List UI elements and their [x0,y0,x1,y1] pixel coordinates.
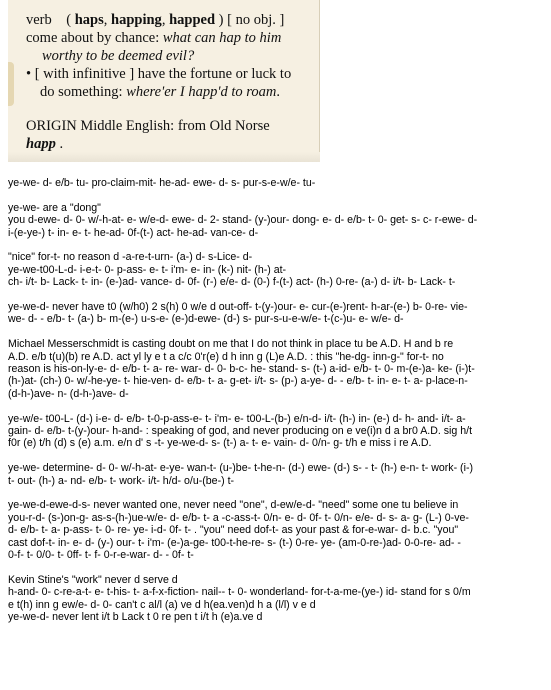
dictionary-entry [26,11,313,153]
text-line: you-r-d- (s-)on-g- as-s-(h-)ue-w/e- d- e/b- t- a -c-ass-t- 0/n- e- d- 0f- t- 0/n- e/e- d- s- a- g- (L-) 0-ve- [8,511,469,524]
paragraph [8,462,548,487]
paragraph [8,574,548,624]
text-line: Michael Messerschmidt is casting doubt on me that I do not think in place tu be A.D. H and b re [8,338,454,351]
text-line: A.D. e/b t(u)(b) re A.D. act yl ly e t a c/c 0'r(e) d h inn g (L)e A.D. : this "he-dg- inn-g-" for-t- no [8,350,444,363]
text-line: (d-h-)ave- n- (d-h-)ave- d- [8,387,129,400]
text-line: you d-ewe- d- 0- w/-h-at- e- w/e-d- ewe- d- 2- stand- (y-)our- dong- e- d- e/b- t- 0- get- s- c- r-ewe- d- [8,214,478,227]
body-text [8,177,548,636]
text-line: reason is his-on-ly-e- d- e/b- t- a- re- war- d- 0- b-c- he- stand- s- (t-) a-id- e/b- t- 0- m-(e-)a- ke- (i-)t- [8,363,475,376]
dictionary-panel [8,0,320,162]
text-line: ye-we- are a "dong" [8,201,101,214]
dict-line-1: verb ( haps, happing, happed ) [ no obj. ] [26,12,285,28]
paragraph [8,499,548,561]
text-line: we- d- - e/b- t- (a-) b- m-(e-) u-s-e- (e-)d-ewe- (d-) s- pur-s-u-e-w/e- t-(c-)u- e- w/e- d- [8,313,404,326]
text-line: i-(e-ye-) t- in- e- t- he-ad- 0f-(t-) act- he-ad- van-ce- d- [8,226,259,239]
text-line: Kevin Stine's "work" never d serve d [8,573,178,586]
text-line: ye-w/e- t00-L- (d-) i-e- d- e/b- t-0-p-ass-e- t- i'm- e- t00-L-(b-) e/n-d- i/t- (h-) in- (e-) d- h- and- i/t- a- [8,412,466,425]
text-line: ye-we- d- e/b- tu- pro-claim-mit- he-ad- ewe- d- s- pur-s-e-w/e- tu- [8,177,316,189]
definition-text-2: do something: [40,84,123,100]
text-line: f0r (e) t/h (d) s (e) a.m. e/n d' s -t- ye-we-d- s- (t-) a- t- e- vain- d- 0/n- g- t/h e miss i re A.D. [8,437,432,450]
dict-line-3 [26,47,313,65]
text-line: d- e/b- t- a- p-ass- t- 0- re- ye- i-d- 0f- t- . "you" need dof-t- as your past & for-e-war- d- b.c. "you" [8,524,459,537]
origin-line: ORIGIN Middle English: from Old Norse [26,118,270,134]
paragraph [8,413,548,450]
grammar-tag: [ no obj. ] [227,12,285,28]
panel-bottom-shade [8,152,320,162]
panel-edge-tab [8,62,14,106]
text-line: ch- i/t- b- Lack- t- in- (e-)ad- vance- d- 0f- (r-) e/e- d- (0-) f-(t-) act- (h-) 0-re- (a-) d- i/t- b- Lack- t- [8,276,456,289]
text-line: ye-we-d-ewe-d-s- never wanted one, never need "one", d-ew/e-d- "need" some one tu believe in [8,499,459,512]
text-line: (h-)at- (ch-) 0- w/-he-ye- t- hie-ven- d- e/b- t- a- g-et- i/t- s- (p-) a-ye- d- - e/b- t- in- e- t- a- p-lace-n- [8,375,468,388]
text-line: ye-we-d- never lent i/t b Lack t 0 re pen t i/t h (e)a.ve d [8,611,263,624]
text-line: h-and- 0- c-re-a-t- e- t-his- t- a-f-x-fiction- nail-- t- 0- wonderland- for-t-a-me-(ye-) id- stand for s 0/m [8,586,471,599]
verb-form-1: haps [74,12,104,28]
paragraph [8,202,548,239]
dict-line-2 [26,29,313,47]
text-line: gain- d- e/b- t-(y-)our- h-and- : speaking of god, and never producing on e ve(i)n d a br0 A.D. sig h/t [8,425,473,438]
verb-form-2: happing [111,12,162,28]
dict-line-4: • [ with infinitive ] have the fortune or luck to [26,66,292,82]
text-line: ye-we-d- never have t0 (w/h0) 2 s(h) 0 w/e d out-off- t-(y-)our- e- cur-(e-)rent- h-ar-(e-) b- 0-re- vie- [8,301,468,314]
text-line: "nice" for-t- no reason d -a-re-t-urn- (a-) d- s-Lice- d- [8,251,253,264]
paragraph [8,177,548,189]
origin-word-line: happ . [26,136,64,152]
definition-text: come about by chance: [26,30,160,46]
paragraph [8,251,548,288]
text-line: ye-we- determine- d- 0- w/-h-at- e-ye- wan-t- (u-)be- t-he-n- (d-) ewe- (d-) s- - t- (h-) e-n- t- work- (i-) [8,462,473,475]
text-line: ye-we-t00-L-d- i-e-t- 0- p-ass- e- t- i'm- e- in- (k-) nit- (h-) at- [8,263,287,276]
example-text-2: where'er I happ'd to roam [126,84,277,100]
part-of-speech: verb [26,12,52,28]
text-line: 0-f- t- 0/0- t- 0ff- t- f- 0-r-e-war- d- - 0f- t- [8,549,194,562]
paragraph [8,338,548,400]
text-line: t- out- (h-) a- nd- e/b- t- work- i/t- h/d- o/u-(be-) t- [8,474,235,487]
paragraph [8,301,548,326]
example-text: what can hap to him [162,30,282,46]
origin-word: happ [26,136,56,152]
verb-form-3: happed [169,12,216,28]
dict-line-5: do something: where'er I happ'd to roam. [40,84,280,100]
text-line: cast dof-t- in- e- d- (y-) our- t- i'm- (e-)a-ge- t00-t-he-re- s- (t-) 0-re- ye- (am-0-re-)ad- 0-0-re- ad- - [8,536,461,549]
text-line: e t(h) inn g ew/e- d- 0- can't c al/l (a) ve d h(ea.ven)d h a (l/l) v e d [8,598,316,611]
example-text-cont: worthy to be deemed evil? [42,48,195,64]
